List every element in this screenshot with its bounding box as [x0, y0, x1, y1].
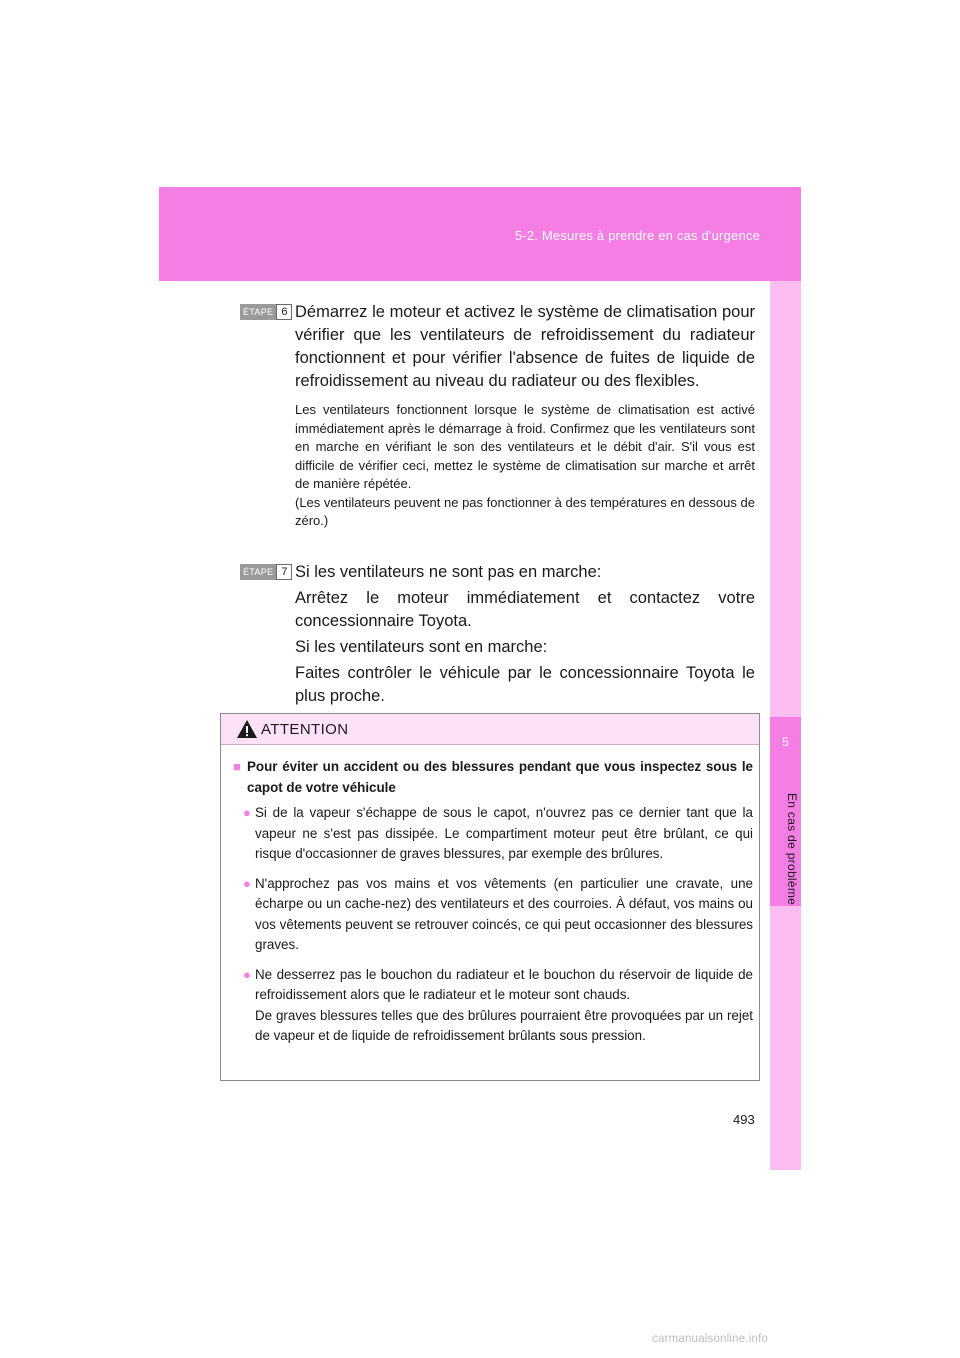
step-badge-number: 7 — [276, 564, 292, 580]
warning-bullet-paragraph: N'approchez pas vos mains et vos vêtements (en particulier une cravate, une écharpe ou un cache-nez) des ventilateurs et des courroies. À défaut, vos mains ou vos vêtements peuvent se retrouver coincés, ce qui peut occasionner des blessures graves. — [255, 875, 753, 952]
circle-bullet-icon: ● — [243, 805, 251, 820]
warning-header — [221, 714, 759, 745]
warning-bullet-paragraph: Si de la vapeur s'échappe de sous le capot, n'ouvrez pas ce dernier tant que la vapeur ne s'est pas dissipée. Le compartiment moteur peut être brûlant, ce qui risque d'occasionner de graves blessures, par exemple des brûlures. — [255, 805, 753, 861]
note-paragraph: Les ventilateurs fonctionnent lorsque le système de climatisation est activé immédiatement après le démarrage à froid. Confirmez que les ventilateurs sont en marche en vérifiant le son des ventilateurs et le débit d'air. S'il vous est difficile de vérifier ceci, mettez le système de climatisation sur marche et arrêt de manière répétée. — [295, 402, 755, 491]
warning-bullet-paragraph: Ne desserrez pas le bouchon du radiateur et le bouchon du réservoir de liquide de refroidissement alors que le radiateur et le moteur sont chauds. — [255, 966, 753, 1002]
warning-bullet-text — [255, 874, 753, 956]
warning-box — [220, 713, 760, 1081]
step-paragraph: Si les ventilateurs sont en marche: — [295, 638, 548, 656]
step-badge-number: 6 — [276, 304, 292, 320]
step-badge — [240, 304, 292, 320]
warning-bullet-text — [255, 965, 753, 1047]
step-paragraph: Démarrez le moteur et activez le système de climatisation pour vérifier que les ventilateurs de refroidissement du radiateur fonctionnent et pour vérifier l'absence de fuites de liquide de refroidissement au niveau du radiateur ou des flexibles. — [295, 303, 755, 390]
warning-bullet — [243, 965, 753, 1047]
step-6 — [240, 301, 755, 531]
step-paragraph: Si les ventilateurs ne sont pas en marche: — [295, 563, 602, 581]
circle-bullet-icon: ● — [243, 875, 251, 891]
chapter-label: En cas de problème — [785, 793, 799, 906]
circle-bullet-icon: ● — [243, 966, 251, 982]
warning-body — [221, 745, 759, 1047]
page-number: 493 — [733, 1112, 755, 1127]
warning-heading-text: Pour éviter un accident ou des blessures pendant que vous inspectez sous le capot de votre véhicule — [247, 759, 753, 795]
section-header-band — [159, 187, 801, 281]
note-paragraph: (Les ventilateurs peuvent ne pas fonctionner à des températures en dessous de zéro.) — [295, 494, 755, 528]
step-badge — [240, 564, 292, 580]
warning-title: ATTENTION — [261, 721, 349, 738]
step-7 — [240, 561, 755, 711]
watermark: carmanualsonline.info — [652, 1333, 769, 1345]
warning-bullet — [243, 874, 753, 956]
warning-bullet-paragraph: De graves blessures telles que des brûlures pourraient être provoquées par un rejet de vapeur et de liquide de refroidissement brûlants sous pression. — [255, 1007, 753, 1043]
warning-heading — [233, 757, 753, 798]
warning-triangle-icon — [236, 719, 258, 739]
square-bullet-icon: ■ — [233, 759, 241, 774]
step-paragraph: Faites contrôler le véhicule par le concessionnaire Toyota le plus proche. — [295, 664, 755, 705]
step-badge-word: ÉTAPE — [240, 564, 276, 580]
chapter-number: 5 — [782, 735, 789, 749]
step-instruction — [295, 301, 755, 393]
warning-bullet — [243, 803, 753, 865]
step-paragraph: Arrêtez le moteur immédiatement et contactez votre concessionnaire Toyota. — [295, 589, 755, 630]
step-instruction — [295, 561, 755, 708]
step-badge-word: ÉTAPE — [240, 304, 276, 320]
step-note — [295, 401, 755, 531]
section-title: 5-2. Mesures à prendre en cas d'urgence — [514, 228, 760, 243]
warning-bullet-text — [255, 803, 753, 865]
